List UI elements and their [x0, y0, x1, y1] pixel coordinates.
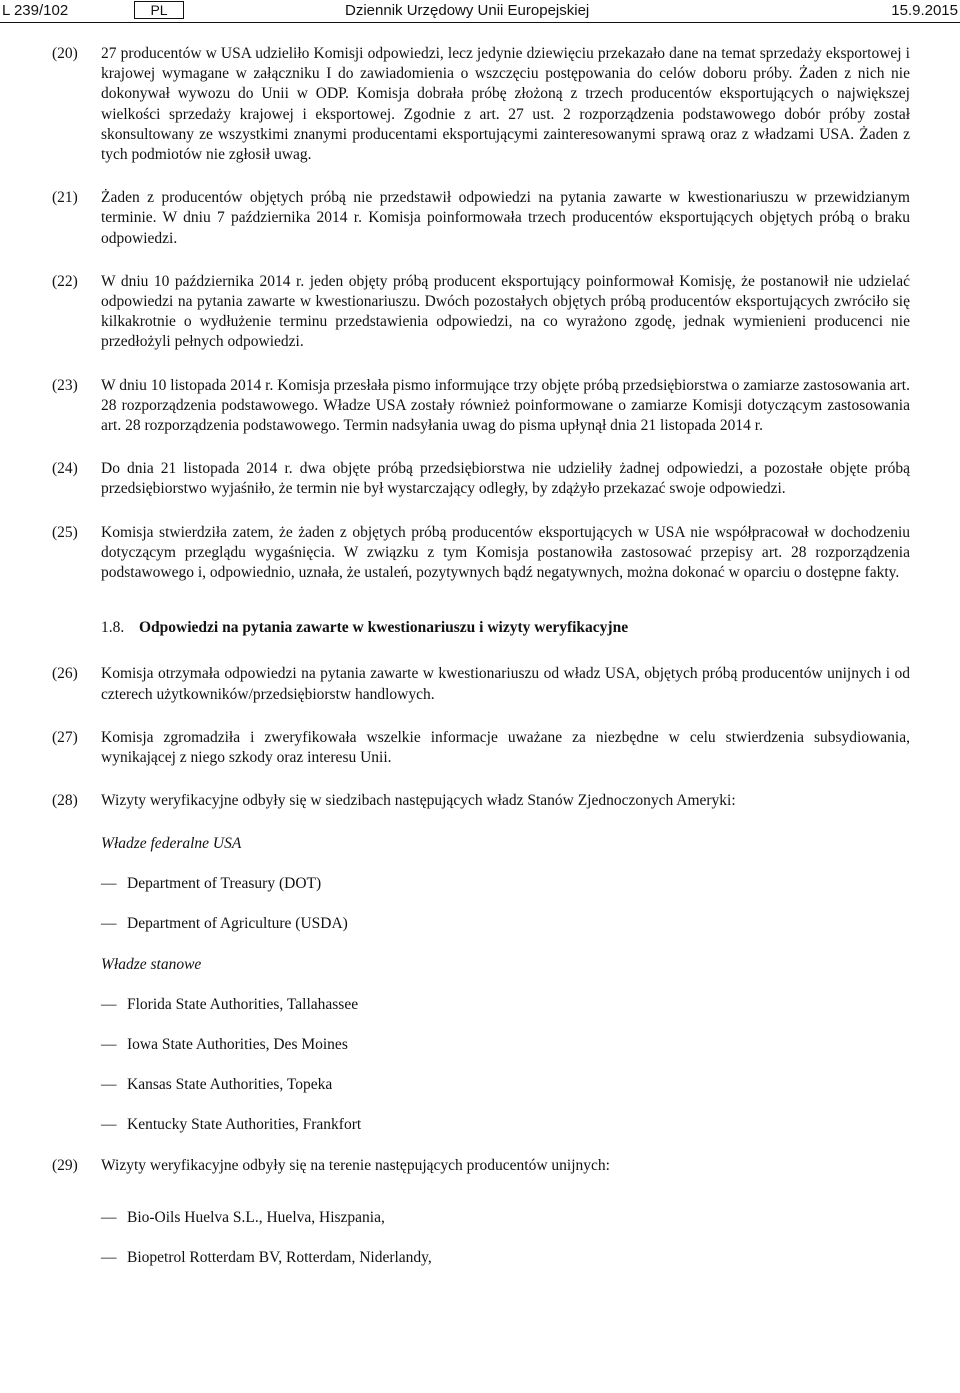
list-item-text: Kentucky State Authorities, Frankfort	[127, 1116, 362, 1134]
section-number: 1.8.	[101, 619, 125, 637]
publication-date: 15.9.2015	[891, 2, 958, 19]
paragraph-28	[0, 791, 960, 811]
paragraph-text: Komisja zgromadziła i zweryfikowała wszelkie informacje uważane za niezbędne w celu stwierdzenia subsydiowania, wynikającej z niego szkody oraz interesu Unii.	[101, 728, 910, 767]
list-item	[101, 1035, 960, 1055]
list-item	[101, 914, 960, 934]
section-title: Odpowiedzi na pytania zawarte w kwestionariuszu i wizyty weryfikacyjne	[139, 619, 629, 637]
dash-marker: —	[101, 915, 117, 933]
dash-marker: —	[101, 1036, 117, 1054]
paragraph-number: (24)	[52, 460, 78, 478]
page-header	[0, 0, 960, 20]
page-reference: L 239/102	[2, 2, 69, 19]
dash-marker: —	[101, 1248, 117, 1266]
list-item	[101, 1208, 960, 1228]
paragraph-26	[0, 664, 960, 704]
list-item-text: Department of Treasury (DOT)	[127, 875, 322, 893]
list-item-text: Florida State Authorities, Tallahassee	[127, 996, 359, 1014]
header-divider	[0, 22, 960, 23]
paragraph-25	[0, 523, 960, 584]
journal-title: Dziennik Urzędowy Unii Europejskiej	[345, 2, 590, 19]
dash-marker: —	[101, 996, 117, 1014]
paragraph-number: (27)	[52, 728, 78, 746]
dash-marker: —	[101, 875, 117, 893]
section-heading	[101, 618, 960, 638]
paragraph-23	[0, 376, 960, 437]
paragraph-20	[0, 44, 960, 165]
language-badge: PL	[134, 1, 184, 19]
paragraph-29	[0, 1156, 960, 1176]
paragraph-number: (23)	[52, 376, 78, 394]
paragraph-text: W dniu 10 października 2014 r. jeden objęty próbą producent eksportujący poinformował Komisję, że postanowił nie udzielać odpowiedzi na pytania zawarte w kwestionariuszu. Dwóch pozostałych objętych próbą producentów eksportujących zwróciło się kilkakrotnie o wydłużenie terminu przedstawienia odpowiedzi, na co wyrażono zgodę, jednak wymienieni producenci nie przedłożyli pełnych odpowiedzi.	[101, 272, 910, 351]
list-item	[101, 995, 960, 1015]
list-item-text: Department of Agriculture (USDA)	[127, 915, 348, 933]
paragraph-number: (29)	[52, 1157, 78, 1175]
paragraph-number: (26)	[52, 665, 78, 683]
paragraph-text: Wizyty weryfikacyjne odbyły się w siedzibach następujących władz Stanów Zjednoczonych Ameryki:	[101, 792, 736, 810]
paragraph-text: Komisja stwierdziła zatem, że żaden z objętych próbą producentów eksportujących w USA nie współpracował w dochodzeniu dotyczącym przeglądu wygaśnięcia. W związku z tym Komisja postanowiła zastosować przepisy art. 28 rozporządzenia podstawowego i, odpowiednio, uznała, że ustaleń, pozytywnych bądź negatywnych, można dokonać w oparciu o dostępne fakty.	[101, 523, 910, 582]
dash-marker: —	[101, 1208, 117, 1226]
paragraph-text: W dniu 10 listopada 2014 r. Komisja przesłała pismo informujące trzy objęte próbą przedsiębiorstwa o zamiarze zastosowania art. 28 rozporządzenia podstawowego. Władze USA zostały również poinformowane o zamiarze Komisji dotyczącym zastosowania art. 28 rozporządzenia podstawowego. Termin nadsyłania uwag do pisma upłynął dnia 21 listopada 2014 r.	[101, 376, 910, 435]
federal-authorities-heading: Władze federalne USA	[101, 835, 242, 853]
list-item-text: Iowa State Authorities, Des Moines	[127, 1036, 348, 1054]
paragraph-24	[0, 459, 960, 499]
list-item	[101, 1115, 960, 1135]
paragraph-text: Wizyty weryfikacyjne odbyły się na terenie następujących producentów unijnych:	[101, 1157, 610, 1175]
paragraph-number: (20)	[52, 45, 78, 62]
paragraph-27	[0, 728, 960, 768]
paragraph-text: Do dnia 21 listopada 2014 r. dwa objęte próbą przedsiębiorstwa nie udzieliły żadnej odpowiedzi, a pozostałe objęte próbą przedsiębiorstwo wyjaśniło, że termin nie był wystarczający odległy, by zdążyło przekazać swoje odpowiedzi.	[101, 460, 910, 498]
state-authorities-heading: Władze stanowe	[101, 956, 202, 974]
paragraph-number: (22)	[52, 272, 78, 290]
list-item-text: Kansas State Authorities, Topeka	[127, 1076, 333, 1094]
document-body	[0, 44, 960, 1268]
list-item-text: Biopetrol Rotterdam BV, Rotterdam, Niderlandy,	[127, 1248, 432, 1266]
dash-marker: —	[101, 1076, 117, 1094]
paragraph-text: 27 producentów w USA udzieliło Komisji odpowiedzi, lecz jedynie dziewięciu przekazało dane na temat sprzedaży eksportowej i krajowej wymagane w załączniku I do zawiadomienia o wszczęciu postępowania do celów doboru próby. Żaden z nich nie dokonywał wywozu do Unii w ODP. Komisja dobrała próbę złożoną z trzech producentów eksportujących o największej wielkości sprzedaży krajowej i eksportowej. Zgodnie z art. 27 ust. 2 rozporządzenia podstawowego dobór próby został skonsultowany ze wszystkimi znanymi producentami eksportującymi zainteresowanymi sprawą oraz z władzami USA. Żaden z tych podmiotów nie zgłosił uwag.	[101, 45, 910, 164]
list-item	[101, 1248, 960, 1268]
list-item-text: Bio-Oils Huelva S.L., Huelva, Hiszpania,	[127, 1208, 385, 1226]
paragraph-text: Komisja otrzymała odpowiedzi na pytania zawarte w kwestionariuszu od władz USA, objętych próbą producentów unijnych i od czterech użytkowników/przedsiębiorstw handlowych.	[101, 665, 910, 703]
paragraph-22	[0, 272, 960, 353]
paragraph-number: (28)	[52, 792, 78, 810]
list-item	[101, 1075, 960, 1095]
paragraph-number: (25)	[52, 523, 78, 541]
dash-marker: —	[101, 1116, 117, 1134]
paragraph-number: (21)	[52, 189, 78, 207]
paragraph-text: Żaden z producentów objętych próbą nie przedstawił odpowiedzi na pytania zawarte w kwestionariuszu w przewidzianym terminie. W dniu 7 października 2014 r. Komisja poinformowała trzech producentów eksportujących objętych próbą o braku odpowiedzi.	[101, 189, 910, 247]
list-item	[101, 874, 960, 894]
paragraph-21	[0, 188, 960, 249]
